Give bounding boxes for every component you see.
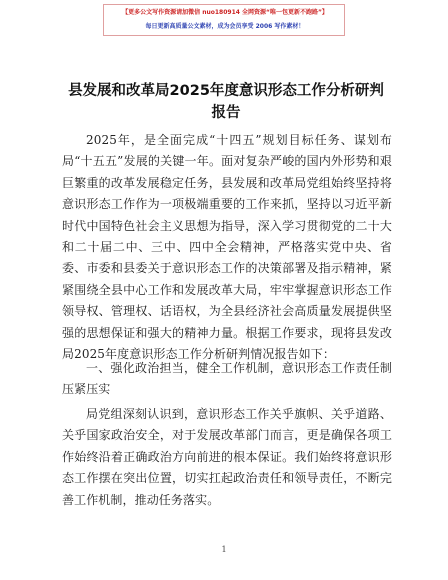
- page-number: 1: [221, 545, 227, 554]
- promo-header-box: [103, 4, 345, 36]
- section-body-paragraph: 局党组深刻认识到，意识形态工作关乎旗帜、关乎道路、关乎国家政治安全，对于发展改革部门而言，更是确保各项工作始终沿着正确政治方向前进的根本保证。我们始终将意识形态工作摆在突出位置，切实扛起政治责任和领导责任，不断完善工作机制，推动任务落实。: [62, 407, 392, 507]
- promo-header-line-1: 【更多公文写作资源请加微信 nuo180914 全网资源“唯一包更新不跑路”】: [122, 9, 328, 16]
- intro-paragraph: 2025年，是全面完成“十四五”规划目标任务、谋划布局“十五五”发展的关键一年。面对复杂严峻的国内外形势和艰巨繁重的改革发展稳定任务，县发展和改革局党组始终坚持将意识形态工作作为一项极端重要的工作来抓，坚持以习近平新时代中国特色社会主义思想为指导，深入学习贯彻党的二十大和二十届二中、三中、四中全会精神，严格落实党中央、省委、市委和县委关于意识形态工作的决策部署及指示精神，紧紧围绕全县中心工作和发展改革大局，牢牢掌握意识形态工作领导权、管理权、话语权，为全县经济社会高质量发展提供坚强的思想保证和强大的精神力量。根据工作要求，现将县发改局2025年度意识形态工作分析研判情况报告如下：: [62, 133, 392, 362]
- section-heading: 一、强化政治担当，健全工作机制，意识形态工作责任制压紧压实: [62, 361, 392, 397]
- document-title: 县发展和改革局2025年度意识形态工作分析研判报告: [68, 83, 384, 121]
- promo-header-line-2: 每日更新高质量公文素材，成为会员享受 2006 写作素材！: [145, 23, 305, 30]
